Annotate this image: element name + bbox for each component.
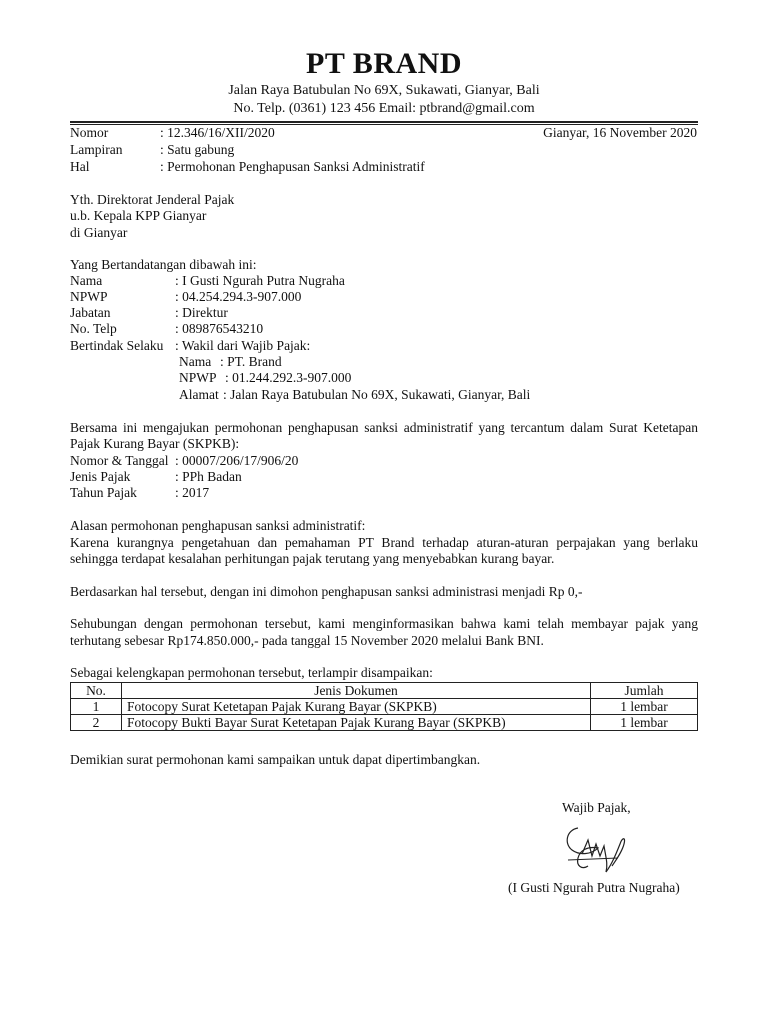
signer-nama-label: Nama [70, 273, 103, 288]
wp-nama-label: Nama [179, 354, 212, 369]
reason-line-2: sehingga terdapat kesalahan perhitungan pajak terutang yang menyebabkan kurang bayar. [70, 551, 555, 566]
signer-jabatan-value: : Direktur [175, 305, 228, 320]
wp-nama-value: : PT. Brand [220, 354, 282, 369]
cell-no: 2 [71, 715, 122, 731]
table-row [71, 715, 698, 731]
wp-alamat-label: Alamat [179, 387, 219, 402]
signer-telp-value: : 089876543210 [175, 321, 264, 336]
skpkb-nomor-value: : 00007/206/17/906/20 [175, 453, 299, 468]
skpkb-jenis-value: : PPh Badan [175, 469, 242, 484]
signer-jabatan-label: Jabatan [70, 305, 111, 320]
place-date: Gianyar, 16 November 2020 [543, 125, 697, 140]
col-header-no: No. [71, 683, 122, 699]
lampiran-label: Lampiran [70, 142, 123, 157]
skpkb-intro-line-2: Pajak Kurang Bayar (SKPKB): [70, 436, 240, 451]
wp-npwp-value: : 01.244.292.3-907.000 [225, 370, 352, 385]
attachments-table [70, 682, 698, 731]
cell-amount: 1 lembar [591, 715, 698, 731]
signatory-name: (I Gusti Ngurah Putra Nugraha) [508, 880, 680, 895]
signer-telp-label: No. Telp [70, 321, 117, 336]
skpkb-intro-line-1: Bersama ini mengajukan permohonan penghapusan sanksi administratif yang tercantum dalam Surat Ketetapan [70, 420, 698, 435]
hal-value: : Permohonan Penghapusan Sanksi Administratif [160, 159, 425, 174]
lampiran-value: : Satu gabung [160, 142, 235, 157]
col-header-amount: Jumlah [591, 683, 698, 699]
hal-label: Hal [70, 159, 90, 174]
col-header-document: Jenis Dokumen [122, 683, 591, 699]
table-header-row [71, 683, 698, 699]
closing-paragraph: Demikian surat permohonan kami sampaikan untuk dapat dipertimbangkan. [70, 752, 481, 767]
cell-no: 1 [71, 699, 122, 715]
cell-document: Fotocopy Bukti Bayar Surat Ketetapan Pajak Kurang Bayar (SKPKB) [122, 715, 591, 731]
reason-line-1: Karena kurangnya pengetahuan dan pemahaman PT Brand terhadap aturan-aturan perpajakan yang berlaku [70, 535, 698, 550]
recipient-line-1: Yth. Direktorat Jenderal Pajak [70, 192, 235, 207]
cell-amount: 1 lembar [591, 699, 698, 715]
payment-line-1: Sehubungan dengan permohonan tersebut, kami menginformasikan bahwa kami telah membayar pajak yang [70, 616, 698, 631]
recipient-line-3: di Gianyar [70, 225, 128, 240]
request-paragraph: Berdasarkan hal tersebut, dengan ini dimohon penghapusan sanksi administrasi menjadi Rp 0,- [70, 584, 583, 599]
signer-npwp-value: : 04.254.294.3-907.000 [175, 289, 302, 304]
payment-line-2: terhutang sebesar Rp174.850.000,- pada tanggal 15 November 2020 melalui Bank BNI. [70, 633, 544, 648]
wp-alamat-value: : Jalan Raya Batubulan No 69X, Sukawati, Gianyar, Bali [223, 387, 531, 402]
table-row [71, 699, 698, 715]
skpkb-tahun-value: : 2017 [175, 485, 210, 500]
company-contact: No. Telp. (0361) 123 456 Email: ptbrand@gmail.com [233, 101, 535, 116]
signer-intro: Yang Bertandatangan dibawah ini: [70, 257, 257, 272]
skpkb-tahun-label: Tahun Pajak [70, 485, 137, 500]
nomor-value: : 12.346/16/XII/2020 [160, 125, 275, 140]
signature-label: Wajib Pajak, [562, 800, 631, 815]
signer-selaku-value: : Wakil dari Wajib Pajak: [175, 338, 311, 353]
wp-npwp-label: NPWP [179, 370, 217, 385]
attachments-intro: Sebagai kelengkapan permohonan tersebut, terlampir disampaikan: [70, 665, 433, 680]
recipient-line-2: u.b. Kepala KPP Gianyar [70, 208, 207, 223]
cell-document: Fotocopy Surat Ketetapan Pajak Kurang Bayar (SKPKB) [122, 699, 591, 715]
skpkb-nomor-label: Nomor & Tanggal [70, 453, 169, 468]
reason-heading: Alasan permohonan penghapusan sanksi administratif: [70, 518, 366, 533]
signer-selaku-label: Bertindak Selaku [70, 338, 164, 353]
company-address: Jalan Raya Batubulan No 69X, Sukawati, Gianyar, Bali [228, 83, 540, 98]
signer-npwp-label: NPWP [70, 289, 108, 304]
signer-nama-value: : I Gusti Ngurah Putra Nugraha [175, 273, 345, 288]
nomor-label: Nomor [70, 125, 109, 140]
handwritten-signature [558, 820, 634, 876]
company-name: PT BRAND [306, 47, 462, 80]
skpkb-jenis-label: Jenis Pajak [70, 469, 131, 484]
letterhead-rule [70, 121, 698, 123]
